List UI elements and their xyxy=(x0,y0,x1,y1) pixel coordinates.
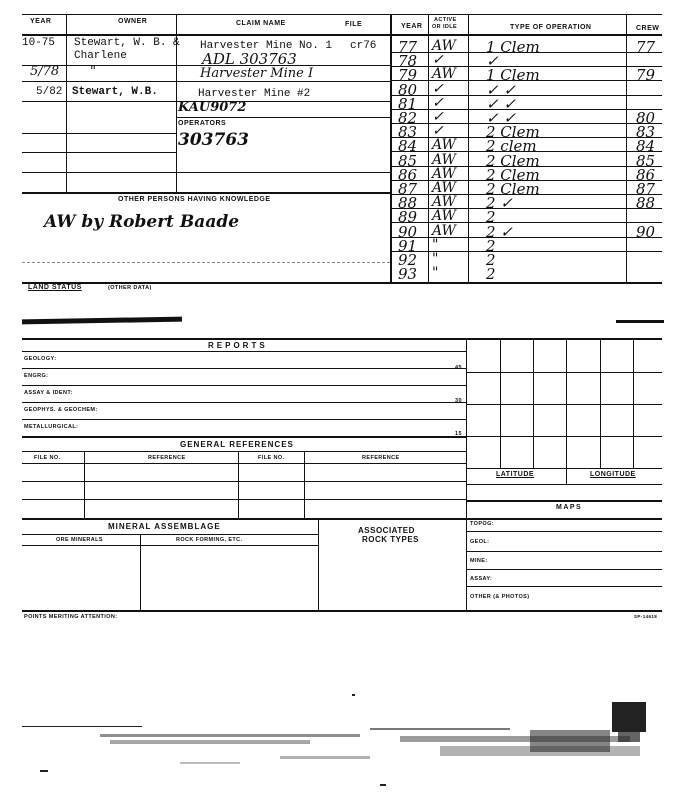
activity-active: ✓ xyxy=(432,52,444,69)
maps-rule xyxy=(466,586,662,587)
activity-type: 2 Clem xyxy=(486,123,540,142)
latlong-divider xyxy=(566,468,567,484)
activity-year: 84 xyxy=(398,137,418,156)
activity-active: AW xyxy=(432,222,456,239)
general-refs-row-rule xyxy=(22,481,466,482)
activity-year: 78 xyxy=(398,52,418,71)
other-persons-value: AW by Robert Baade xyxy=(44,212,240,232)
col-rule-year2 xyxy=(428,14,429,282)
activity-type: 2 xyxy=(486,236,496,255)
activity-type: 2 clem xyxy=(486,137,537,156)
activity-year: 85 xyxy=(398,151,418,170)
maps-mine: MINE: xyxy=(470,558,488,564)
activity-active: ✓ xyxy=(432,94,444,111)
mineral-col-rule xyxy=(318,518,319,610)
land-status-top-rule xyxy=(22,282,662,284)
activity-active: AW xyxy=(432,137,456,154)
assoc-rock-types-2: ROCK TYPES xyxy=(362,535,420,544)
mineral-ore: ORE MINERALS xyxy=(56,537,103,543)
maps-geol: GEOL: xyxy=(470,539,490,545)
activity-crew: 83 xyxy=(636,123,656,142)
activity-year: 93 xyxy=(398,265,418,284)
operators-rule xyxy=(176,117,390,118)
activity-year: 91 xyxy=(398,236,418,255)
maps-rule xyxy=(466,551,662,552)
points-label: POINTS MERITING ATTENTION: xyxy=(24,614,118,620)
latlong-bottom-rule xyxy=(466,484,662,485)
activity-active: AW xyxy=(432,151,456,168)
header-year: YEAR xyxy=(30,18,52,25)
owner-row-3-year: 5/78 xyxy=(30,64,60,79)
reports-metallurgical: METALLURGICAL: xyxy=(24,424,79,430)
activity-year: 90 xyxy=(398,222,418,241)
general-refs-col-rule xyxy=(238,451,239,518)
redaction-mark xyxy=(22,317,182,325)
mineral-top-rule xyxy=(22,518,662,520)
reports-row-rule xyxy=(22,368,466,369)
reports-scale-45: 45 xyxy=(455,365,462,371)
form-number: SP-14618 xyxy=(634,614,658,619)
reports-scale-30: 30 xyxy=(455,398,462,404)
header-file: FILE xyxy=(345,21,363,28)
general-refs-file-no-2: FILE NO. xyxy=(258,455,285,461)
owner-row-5-claim: KAU9072 xyxy=(178,100,247,115)
reports-row-rule xyxy=(22,385,466,386)
operators-row-rule xyxy=(22,172,390,173)
activity-crew: 80 xyxy=(636,109,656,127)
activity-active: AW xyxy=(432,66,456,83)
reports-geology: GEOLOGY: xyxy=(24,356,57,362)
mineral-rock: ROCK FORMING, ETC. xyxy=(176,537,243,543)
activity-year: 87 xyxy=(398,180,418,198)
activity-type: 2 Clem xyxy=(486,151,540,170)
operators-value: 303763 xyxy=(178,130,249,150)
reports-assay: ASSAY & IDENT: xyxy=(24,390,73,396)
activity-row-rule xyxy=(390,237,662,238)
maps-assay: ASSAY: xyxy=(470,576,493,582)
activity-active: AW xyxy=(432,208,456,225)
reports-title: REPORTS xyxy=(208,341,268,350)
activity-year: 83 xyxy=(398,123,418,142)
activity-row-rule xyxy=(390,80,662,81)
col-rule-active xyxy=(468,14,469,282)
reports-row-rule xyxy=(22,419,466,420)
reports-scale-15: 15 xyxy=(455,431,462,437)
activity-crew: 90 xyxy=(636,222,656,241)
owner-row-2-claim: ADL 303763 xyxy=(202,50,297,68)
reports-row-rule xyxy=(22,402,466,403)
mineral-rule xyxy=(22,534,318,535)
activity-type: ✓ xyxy=(486,52,499,71)
header-type-of-operation: TYPE OF OPERATION xyxy=(510,24,592,31)
activity-active: AW xyxy=(432,194,456,211)
activity-row-rule xyxy=(390,222,662,223)
activity-type: ✓ ✓ xyxy=(486,94,516,113)
general-refs-row-rule xyxy=(22,499,466,500)
activity-type: ✓ ✓ xyxy=(486,80,516,99)
activity-crew: 85 xyxy=(636,151,656,170)
assoc-rock-types-1: ASSOCIATED xyxy=(358,526,415,535)
activity-year: 81 xyxy=(398,94,418,113)
other-persons-label: OTHER PERSONS HAVING KNOWLEDGE xyxy=(118,196,271,203)
general-refs-top-rule xyxy=(22,436,466,438)
grid-row xyxy=(466,436,662,437)
header-or-idle: OR IDLE xyxy=(432,24,458,30)
general-refs-rule xyxy=(22,451,466,452)
owner-row-rule xyxy=(22,81,390,82)
owner-row-1-year: 10-75 xyxy=(22,37,56,49)
general-refs-col-rule xyxy=(304,451,305,518)
activity-year: 88 xyxy=(398,194,418,213)
activity-row-rule xyxy=(390,95,662,96)
activity-row-rule xyxy=(390,251,662,252)
activity-active: " xyxy=(432,251,439,267)
activity-type: ✓ ✓ xyxy=(486,109,516,127)
activity-year: 77 xyxy=(398,38,418,56)
operators-row-rule xyxy=(22,133,176,134)
other-persons-top-rule xyxy=(22,192,390,194)
activity-type: 2 Clem xyxy=(486,180,540,198)
col-rule-file xyxy=(390,14,392,282)
maps-topog: TOPOG: xyxy=(470,521,494,527)
activity-type: 1 Clem xyxy=(486,38,540,56)
activity-year: 79 xyxy=(398,66,418,85)
owner-row-4-claim: Harvester Mine #2 xyxy=(198,88,311,100)
latitude-label: LATITUDE xyxy=(496,471,535,478)
grid-row xyxy=(466,404,662,405)
activity-year: 86 xyxy=(398,165,418,184)
activity-active: AW xyxy=(432,165,456,182)
activity-type: 2 xyxy=(486,208,496,227)
header-bottom-rule xyxy=(22,34,662,36)
header-top-rule xyxy=(22,14,662,15)
maps-title: MAPS xyxy=(556,504,583,511)
land-status-other: (OTHER DATA) xyxy=(108,285,152,291)
activity-active: ✓ xyxy=(432,123,444,140)
header-year-2: YEAR xyxy=(401,23,423,30)
activity-row-rule xyxy=(390,194,662,195)
activity-active: ✓ xyxy=(432,80,444,97)
general-refs-reference-2: REFERENCE xyxy=(362,455,400,461)
mineral-title: MINERAL ASSEMBLAGE xyxy=(108,522,221,531)
owner-row-3-owner: " xyxy=(90,64,96,79)
header-claim-name: CLAIM NAME xyxy=(236,20,286,27)
mineral-header-rule xyxy=(22,545,318,546)
owner-row-3-claim: Harvester Mine I xyxy=(200,66,314,81)
header-active: ACTIVE xyxy=(434,17,457,23)
header-crew: CREW xyxy=(636,25,660,32)
general-refs-col-rule xyxy=(84,451,85,518)
activity-crew: 88 xyxy=(636,194,656,213)
activity-row-rule xyxy=(390,208,662,209)
activity-active: AW xyxy=(432,38,456,54)
maps-rule xyxy=(466,569,662,570)
general-refs-file-no: FILE NO. xyxy=(34,455,61,461)
activity-crew: 79 xyxy=(636,66,656,85)
header-owner: OWNER xyxy=(118,18,148,25)
scan-noise xyxy=(0,690,678,800)
redaction-mark xyxy=(616,320,664,323)
activity-type: 2 Clem xyxy=(486,165,540,184)
operators-label: OPERATORS xyxy=(178,120,227,127)
general-refs-header-rule xyxy=(22,463,466,464)
mineral-col-rule xyxy=(140,534,141,610)
owner-row-1-owner: Stewart, W. B. & xyxy=(74,37,180,49)
owner-row-2-owner: Charlene xyxy=(74,50,127,62)
maps-top-rule xyxy=(466,500,662,502)
activity-year: 82 xyxy=(398,109,418,127)
grid-row xyxy=(466,372,662,373)
activity-active: ✓ xyxy=(432,109,444,125)
activity-active: AW xyxy=(432,180,456,196)
activity-row-rule xyxy=(390,109,662,110)
owner-row-1-file: cr76 xyxy=(350,40,377,52)
activity-active: " xyxy=(432,236,439,253)
activity-type: 2 xyxy=(486,265,496,284)
land-status-label: LAND STATUS xyxy=(28,284,82,291)
general-refs-reference: REFERENCE xyxy=(148,455,186,461)
activity-type: 2 ✓ xyxy=(486,222,513,241)
activity-type: 1 Clem xyxy=(486,66,540,85)
grid-row xyxy=(466,468,662,469)
other-persons-bottom-rule xyxy=(22,262,390,263)
owner-row-1-claim: Harvester Mine No. 1 xyxy=(200,40,333,52)
reports-header-rule xyxy=(22,351,466,352)
activity-type: 2 ✓ xyxy=(486,194,513,213)
activity-crew: 84 xyxy=(636,137,656,156)
maps-rule xyxy=(466,531,662,532)
longitude-label: LONGITUDE xyxy=(590,471,636,478)
general-refs-title: GENERAL REFERENCES xyxy=(180,440,294,449)
activity-year: 89 xyxy=(398,208,418,227)
activity-year: 92 xyxy=(398,251,418,269)
owner-row-4-year: 5/82 xyxy=(36,86,63,98)
activity-row-rule xyxy=(390,52,662,53)
col-rule-type xyxy=(626,14,627,282)
maps-other: OTHER (& PHOTOS) xyxy=(470,594,530,600)
reports-geophys: GEOPHYS. & GEOCHEM: xyxy=(24,407,98,413)
activity-active: " xyxy=(432,265,439,282)
activity-crew: 87 xyxy=(636,180,656,198)
points-top-rule xyxy=(22,610,662,612)
activity-type: 2 xyxy=(486,251,496,269)
activity-crew: 86 xyxy=(636,165,656,184)
operators-row-rule xyxy=(22,152,176,153)
activity-year: 80 xyxy=(398,80,418,99)
owner-row-4-owner: Stewart, W.B. xyxy=(72,86,158,98)
col-rule-year xyxy=(66,14,67,192)
activity-crew: 77 xyxy=(636,38,656,56)
reports-engrg: ENGRG: xyxy=(24,373,49,379)
